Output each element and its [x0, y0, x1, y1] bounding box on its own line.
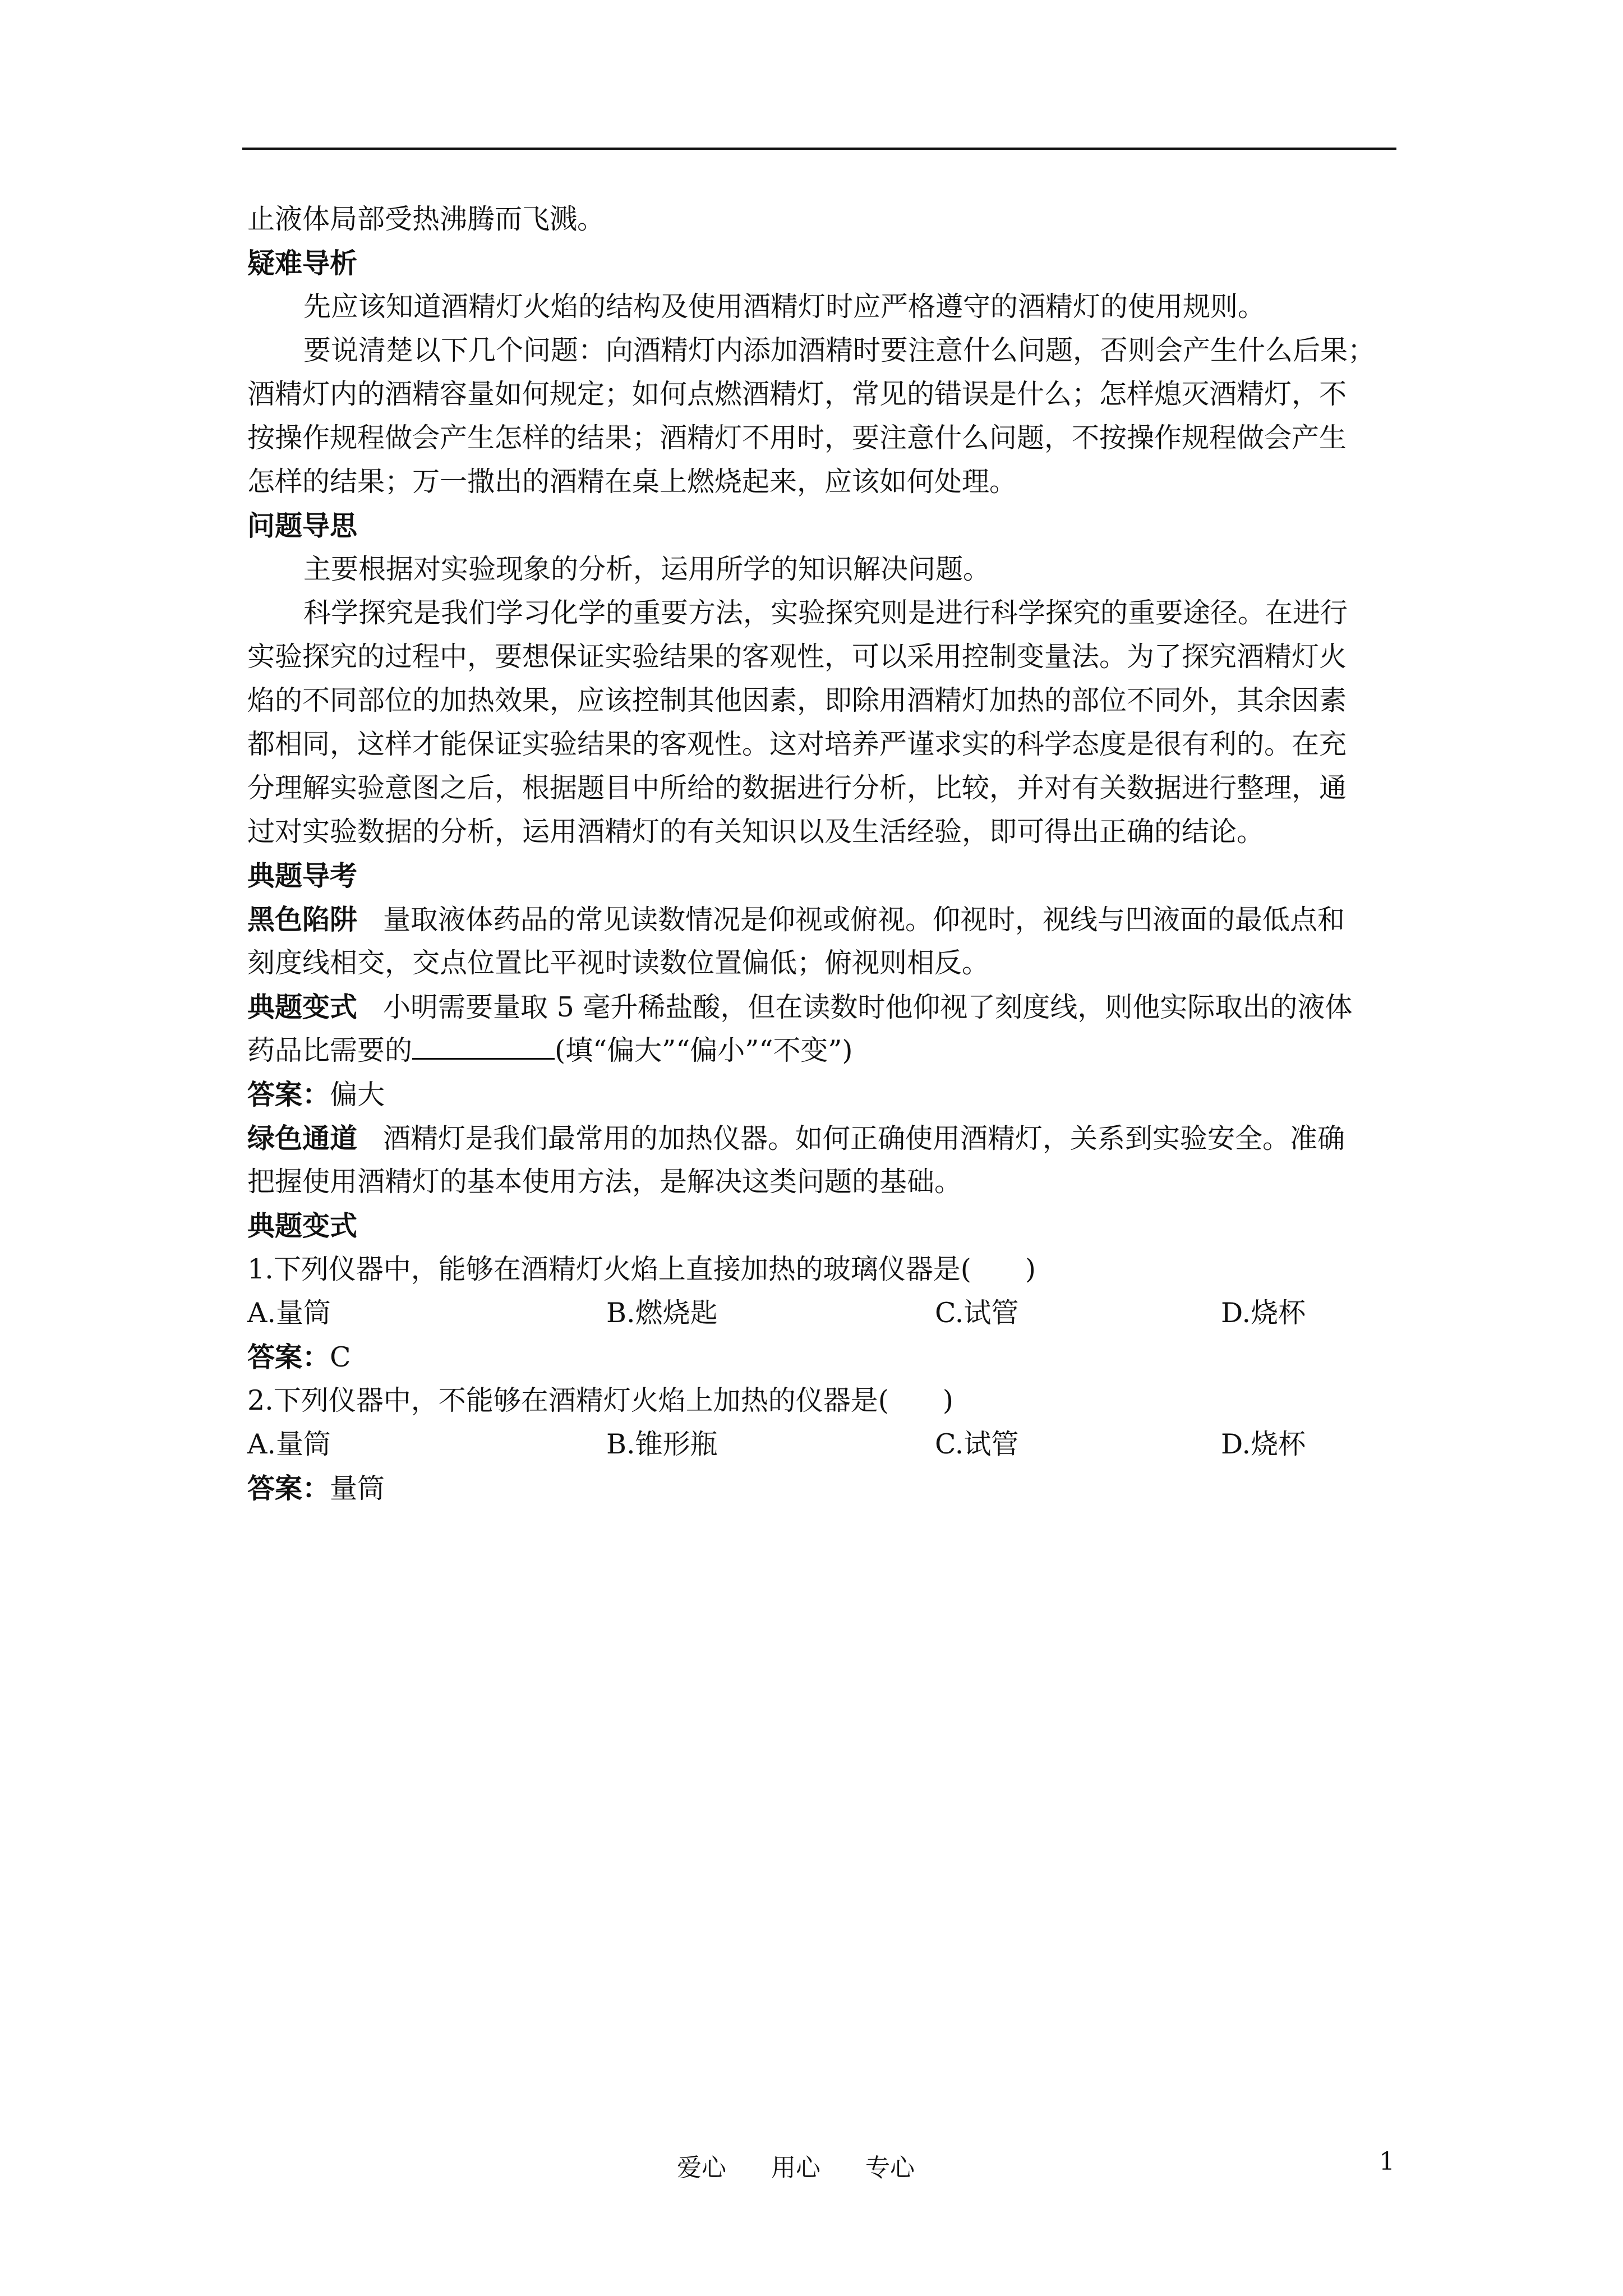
answer-label: 答案： — [247, 1341, 330, 1373]
choice-row — [247, 1423, 1405, 1466]
answer-line — [247, 1335, 1405, 1379]
answer-value: 量筒 — [330, 1473, 385, 1504]
text-line: 怎样的结果；万一撒出的酒精在桌上燃烧起来，应该如何处理。 — [247, 466, 1017, 498]
choice-a: A.量筒 — [247, 1297, 331, 1329]
text-line: 止液体局部受热沸腾而飞溅。 — [247, 203, 605, 235]
text-line: 把握使用酒精灯的基本使用方法，是解决这类问题的基础。 — [247, 1166, 962, 1198]
trap-lead: 黑色陷阱 — [247, 903, 358, 936]
text-line: 分理解实验意图之后，根据题目中所给的数据进行分析，比较，并对有关数据进行整理，通 — [247, 772, 1347, 804]
choice-c: C.试管 — [935, 1297, 1019, 1329]
footer-word: 用心 — [771, 2154, 820, 2182]
text-line: 量取液体药品的常见读数情况是仰视或俯视。仰视时，视线与凹液面的最低点和 — [383, 904, 1345, 936]
section-heading: 问题导思 — [247, 509, 358, 542]
text-line: 科学探究是我们学习化学的重要方法，实验探究则是进行科学探究的重要途径。在进行 — [303, 597, 1348, 629]
footer-word: 爱心 — [677, 2154, 726, 2182]
green-lead: 绿色通道 — [247, 1122, 358, 1154]
section-heading: 典题导考 — [247, 859, 358, 892]
answer-value: C — [330, 1341, 351, 1373]
choice-b: B.锥形瓶 — [606, 1428, 718, 1460]
choice-b: B.燃烧匙 — [606, 1297, 718, 1329]
page-number: 1 — [1379, 2147, 1395, 2176]
question-text: ) — [1025, 1253, 1036, 1285]
footer-word: 专心 — [865, 2154, 915, 2182]
choice-d: D.烧杯 — [1221, 1428, 1306, 1460]
text-line: 酒精灯是我们最常用的加热仪器。如何正确使用酒精灯，关系到实验安全。准确 — [383, 1122, 1345, 1154]
header-rule — [242, 148, 1396, 150]
answer-value: 偏大 — [330, 1079, 385, 1111]
answer-label: 答案： — [247, 1078, 330, 1111]
variant-lead: 典题变式 — [247, 991, 358, 1023]
choice-a: A.量筒 — [247, 1428, 331, 1460]
page-footer — [677, 2147, 960, 2183]
trap-paragraph — [247, 898, 1405, 941]
fill-in-line — [247, 1029, 1405, 1073]
question-text: 1.下列仪器中，能够在酒精灯火焰上直接加热的玻璃仪器是( — [247, 1253, 971, 1285]
answer-label: 答案： — [247, 1472, 330, 1504]
question-line — [247, 1379, 1405, 1423]
text-line: 刻度线相交，交点位置比平视时读数位置偏低；俯视则相反。 — [247, 947, 990, 979]
answer-line — [247, 1466, 1405, 1510]
text-line: 过对实验数据的分析，运用酒精灯的有关知识以及生活经验，即可得出正确的结论。 — [247, 816, 1265, 848]
question-line — [247, 1248, 1405, 1291]
document-body — [247, 197, 1405, 1510]
text-line: 小明需要量取 5 毫升稀盐酸，但在读数时他仰视了刻度线，则他实际取出的液体 — [383, 991, 1353, 1023]
section-heading: 疑难导析 — [247, 247, 358, 279]
text-line: 酒精灯内的酒精容量如何规定；如何点燃酒精灯，常见的错误是什么；怎样熄灭酒精灯，不 — [247, 378, 1347, 410]
choice-d: D.烧杯 — [1221, 1297, 1306, 1329]
text-line: 实验探究的过程中，要想保证实验结果的客观性，可以采用控制变量法。为了探究酒精灯火 — [247, 641, 1347, 673]
text-segment: 药品比需要的 — [247, 1034, 413, 1066]
text-line: 主要根据对实验现象的分析，运用所学的知识解决问题。 — [303, 553, 991, 585]
text-line: 按操作规程做会产生怎样的结果；酒精灯不用时，要注意什么问题，不按操作规程做会产生 — [247, 422, 1347, 454]
text-line: 要说清楚以下几个问题：向酒精灯内添加酒精时要注意什么问题，否则会产生什么后果； — [303, 334, 1376, 366]
text-line: 先应该知道酒精灯火焰的结构及使用酒精灯时应严格遵守的酒精灯的使用规则。 — [303, 291, 1266, 323]
answer-blank — [412, 1030, 555, 1060]
choice-c: C.试管 — [935, 1428, 1019, 1460]
question-text: ) — [942, 1384, 953, 1416]
answer-line — [247, 1073, 1405, 1116]
choice-row — [247, 1291, 1405, 1335]
text-line: 焰的不同部位的加热效果，应该控制其他因素，即除用酒精灯加热的部位不同外，其余因素 — [247, 684, 1347, 716]
variant-paragraph — [247, 985, 1405, 1029]
section-heading: 典题变式 — [247, 1209, 358, 1242]
green-paragraph — [247, 1116, 1405, 1160]
question-text: 2.下列仪器中，不能够在酒精灯火焰上加热的仪器是( — [247, 1384, 889, 1416]
text-line: 都相同，这样才能保证实验结果的客观性。这对培养严谨求实的科学态度是很有利的。在充 — [247, 728, 1347, 760]
text-segment: (填“偏大”“偏小”“不变”) — [555, 1034, 853, 1066]
